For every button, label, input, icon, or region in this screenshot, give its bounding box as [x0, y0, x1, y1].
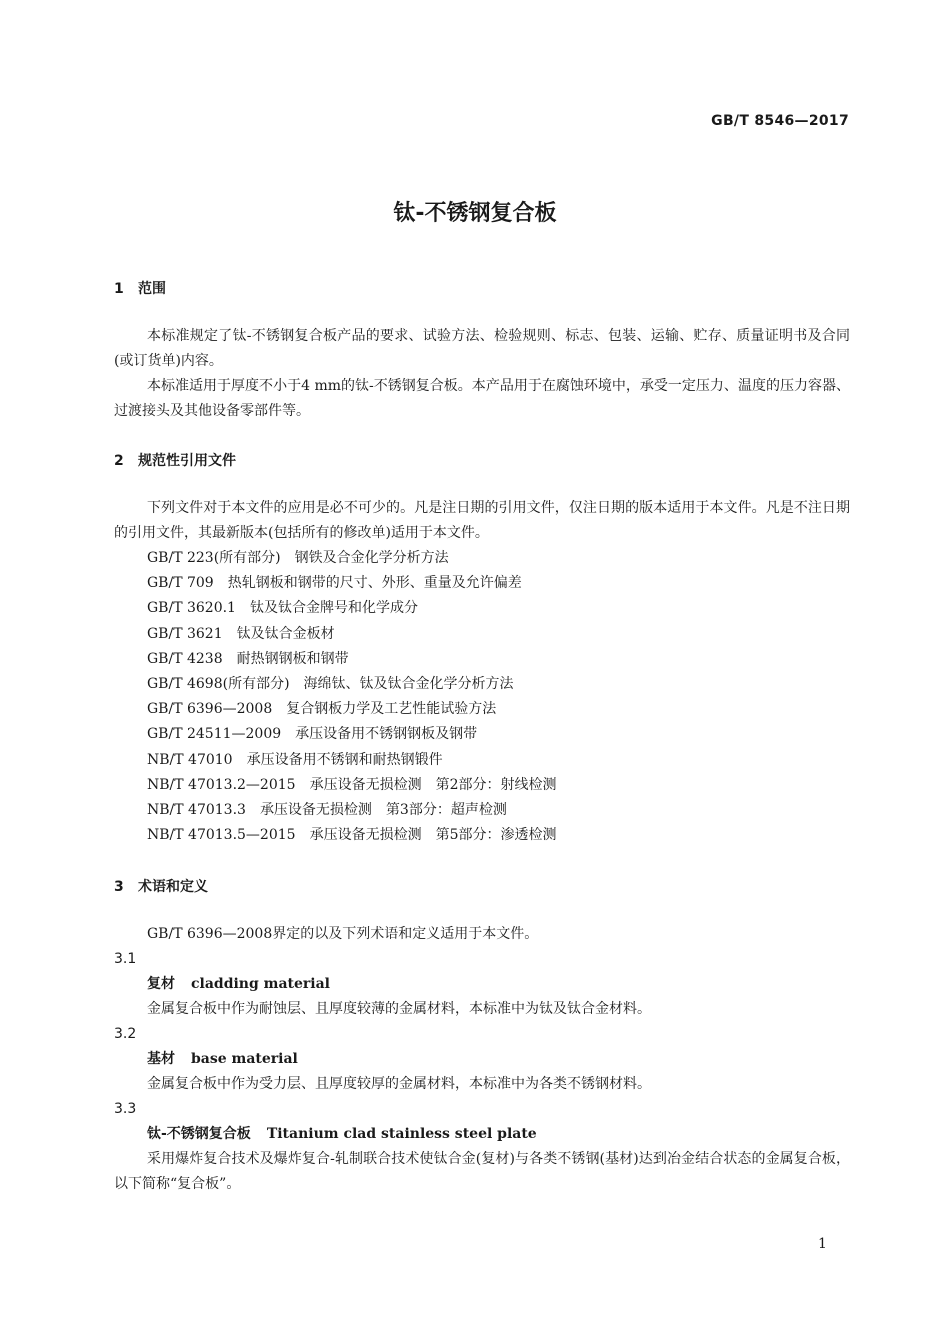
- reference-code: GB/T 4238: [147, 650, 223, 667]
- paragraph: GB/T 6396—2008界定的以及下列术语和定义适用于本文件。: [147, 926, 539, 943]
- reference-title: 钢铁及合金化学分析方法: [294, 550, 449, 566]
- document-body: [114, 276, 850, 1197]
- term-definition: 采用爆炸复合技术及爆炸复合-轧制联合技术使钛合金(复材)与各类不锈钢(基材)达到冶金结合状态的金属复合板，以下简称“复合板”。: [114, 1151, 850, 1193]
- section-heading-scope: [114, 276, 850, 302]
- section-number: 2: [114, 453, 124, 469]
- term-definition: 金属复合板中作为耐蚀层、且厚度较薄的金属材料，本标准中为钛及钛合金材料。: [147, 1001, 651, 1018]
- term-en: Titanium clad stainless steel plate: [266, 1126, 537, 1143]
- reference-title: 承压设备无损检测 第3部分：超声检测: [259, 802, 507, 819]
- reference-item: [114, 596, 850, 621]
- reference-code: NB/T 47013.2—2015: [147, 776, 296, 793]
- reference-title: 承压设备用不锈钢钢板及钢带: [295, 726, 478, 743]
- paragraph: 下列文件对于本文件的应用是必不可少的。凡是注日期的引用文件，仅注日期的版本适用于本文件。凡是不注日期的引用文件，其最新版本(包括所有的修改单)适用于本文件。: [114, 500, 850, 541]
- reference-title: 承压设备用不锈钢和耐热钢锻件: [246, 751, 443, 768]
- term-heading: [114, 1047, 850, 1072]
- reference-code: GB/T 6396—2008: [147, 701, 273, 718]
- term-heading: [114, 1122, 850, 1147]
- term-en: cladding material: [191, 976, 330, 993]
- reference-title: 耐热钢钢板和钢带: [236, 650, 349, 667]
- section-heading-terms-and-definitions: [114, 874, 850, 900]
- section-heading-normative-references: [114, 448, 850, 474]
- term-number: 3.3: [114, 1101, 137, 1118]
- section-title: 术语和定义: [138, 879, 208, 896]
- standard-number: GB/T 8546—2017: [711, 113, 849, 129]
- term-zh: 基材: [147, 1051, 175, 1068]
- reference-code: GB/T 4698(所有部分): [147, 676, 290, 693]
- term-zh: 复材: [147, 976, 175, 993]
- reference-code: GB/T 223(所有部分): [147, 550, 281, 566]
- reference-item: [114, 798, 850, 823]
- reference-title: 复合钢板力学及工艺性能试验方法: [286, 701, 497, 718]
- reference-list: [114, 546, 850, 848]
- reference-code: NB/T 47010: [147, 751, 233, 768]
- reference-code: NB/T 47013.3: [147, 802, 246, 819]
- reference-item: [114, 546, 850, 571]
- reference-code: GB/T 24511—2009: [147, 726, 282, 743]
- reference-item: [114, 697, 850, 722]
- reference-code: GB/T 3620.1: [147, 600, 236, 617]
- reference-title: 承压设备无损检测 第2部分：射线检测: [309, 776, 557, 793]
- page-number: 1: [818, 1236, 827, 1252]
- reference-item: [114, 823, 850, 848]
- reference-item: [114, 773, 850, 798]
- paragraph: 本标准适用于厚度不小于4 mm的钛-不锈钢复合板。本产品用于在腐蚀环境中，承受一定压力、温度的压力容器、过渡接头及其他设备零部件等。: [114, 378, 850, 419]
- term-number: 3.1: [114, 951, 137, 968]
- reference-item: [114, 748, 850, 773]
- reference-title: 钛及钛合金牌号和化学成分: [249, 600, 418, 617]
- reference-title: 钛及钛合金板材: [236, 625, 335, 642]
- reference-code: GB/T 3621: [147, 625, 223, 642]
- term-zh: 钛-不锈钢复合板: [147, 1126, 251, 1143]
- document-title: 钛-不锈钢复合板: [393, 201, 557, 226]
- section-title: 范围: [138, 281, 166, 297]
- term-definition: 金属复合板中作为受力层、且厚度较厚的金属材料，本标准中为各类不锈钢材料。: [147, 1076, 651, 1093]
- reference-item: [114, 622, 850, 647]
- term-number: 3.2: [114, 1026, 137, 1043]
- reference-title: 承压设备无损检测 第5部分：渗透检测: [309, 827, 557, 844]
- reference-title: 海绵钛、钛及钛合金化学分析方法: [303, 676, 514, 693]
- reference-title: 热轧钢板和钢带的尺寸、外形、重量及允许偏差: [227, 575, 522, 592]
- paragraph: 本标准规定了钛-不锈钢复合板产品的要求、试验方法、检验规则、标志、包装、运输、贮存、质量证明书及合同(或订货单)内容。: [114, 328, 850, 369]
- section-number: 3: [114, 879, 124, 896]
- reference-item: [114, 722, 850, 747]
- reference-item: [114, 647, 850, 672]
- section-number: 1: [114, 281, 124, 297]
- reference-code: GB/T 709: [147, 575, 214, 592]
- reference-item: [114, 672, 850, 697]
- reference-code: NB/T 47013.5—2015: [147, 827, 296, 844]
- term-heading: [114, 972, 850, 997]
- section-title: 规范性引用文件: [138, 453, 236, 469]
- reference-item: [114, 571, 850, 596]
- term-en: base material: [191, 1051, 298, 1068]
